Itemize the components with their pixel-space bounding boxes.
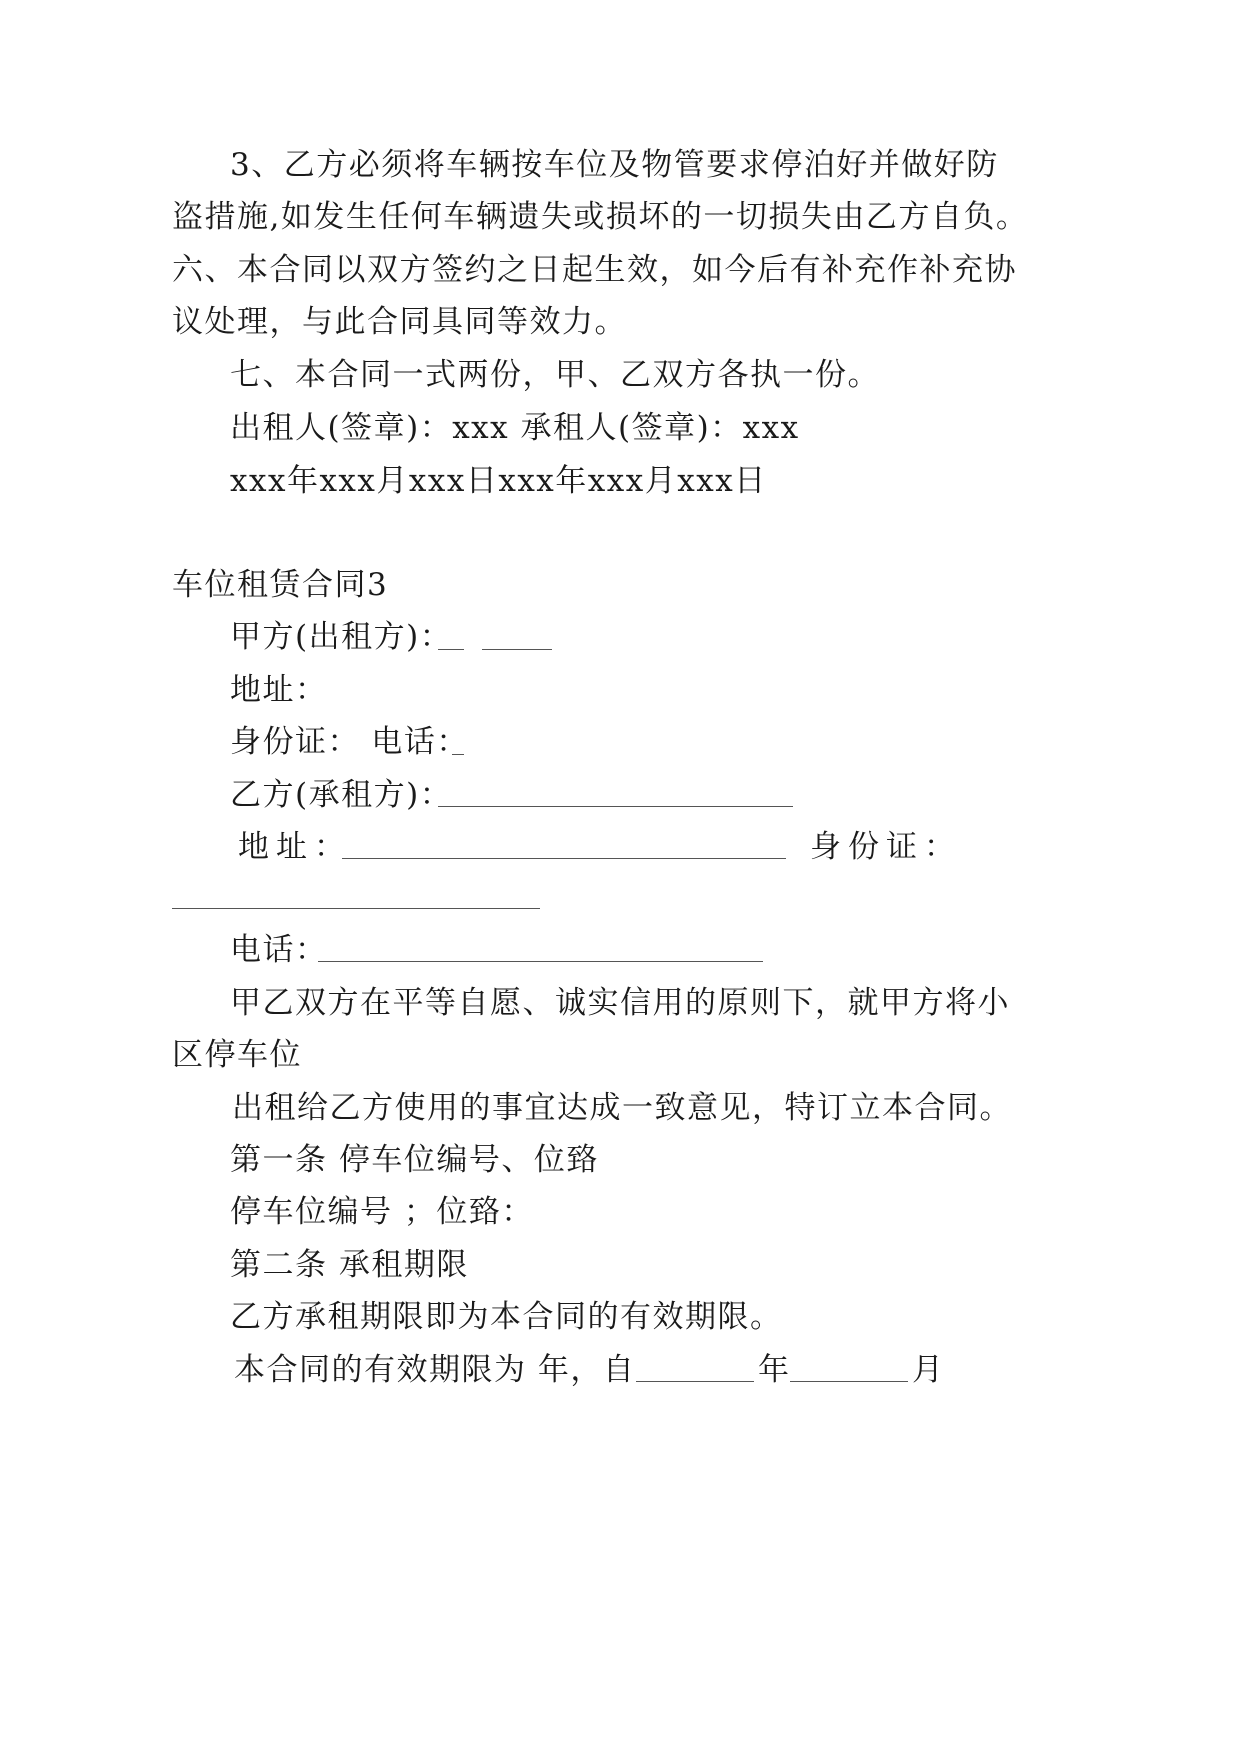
party-a-phone-blank	[452, 754, 464, 755]
party-a-address-label: 地址：	[230, 672, 328, 708]
party-b-label: 乙方(承租方)：	[230, 777, 453, 813]
party-b-address-blank	[342, 858, 786, 859]
preamble-line-2: 区停车位	[172, 1037, 302, 1073]
party-a-id-phone-label: 身份证： 电话：	[230, 724, 469, 760]
term-year-label: 年	[758, 1352, 791, 1388]
preamble-line-3: 出租给乙方使用的事宜达成一致意见，特订立本合同。	[232, 1090, 1012, 1126]
party-b-id-label: 身份证：	[810, 829, 962, 865]
party-b-phone-label: 电话：	[230, 932, 328, 968]
party-b-id-blank	[172, 908, 540, 909]
article-1-body: 停车位编号 ；位臵：	[230, 1194, 534, 1230]
date-line: xxx年xxx月xxx日xxx年xxx月xxx日	[230, 463, 767, 499]
article-2-body: 乙方承租期限即为本合同的有效期限。	[230, 1299, 783, 1335]
party-a-blank-1	[438, 649, 464, 650]
clause-7: 七、本合同一式两份，甲、乙双方各执一份。	[230, 357, 880, 393]
article-1-heading: 第一条 停车位编号、位臵	[230, 1142, 599, 1178]
party-a-blank-2	[482, 649, 552, 650]
party-b-blank	[438, 806, 793, 807]
term-line-start: 本合同的有效期限为 年，自	[234, 1352, 636, 1388]
party-a-label: 甲方(出租方)：	[230, 619, 453, 655]
clause-5-3-line-1: 3、乙方必须将车辆按车位及物管要求停泊好并做好防	[230, 147, 999, 183]
party-b-phone-blank	[318, 961, 763, 962]
term-year-blank	[636, 1381, 754, 1382]
clause-6-line-1: 六、本合同以双方签约之日起生效，如今后有补充作补充协	[172, 252, 1017, 288]
party-b-address-label: 地址：	[238, 829, 352, 865]
clause-6-line-2: 议处理，与此合同具同等效力。	[172, 304, 627, 340]
signature-line: 出租人(签章)：xxx 承租人(签章)：xxx	[230, 410, 800, 446]
preamble-line-1: 甲乙双方在平等自愿、诚实信用的原则下，就甲方将小	[230, 985, 1010, 1021]
clause-5-3-line-2: 盗措施,如发生任何车辆遗失或损坏的一切损失由乙方自负。	[172, 199, 1029, 235]
article-2-heading: 第二条 承租期限	[230, 1247, 469, 1283]
term-month-label: 月	[912, 1352, 945, 1388]
term-month-blank	[790, 1381, 908, 1382]
section-title: 车位租赁合同3	[172, 567, 389, 603]
